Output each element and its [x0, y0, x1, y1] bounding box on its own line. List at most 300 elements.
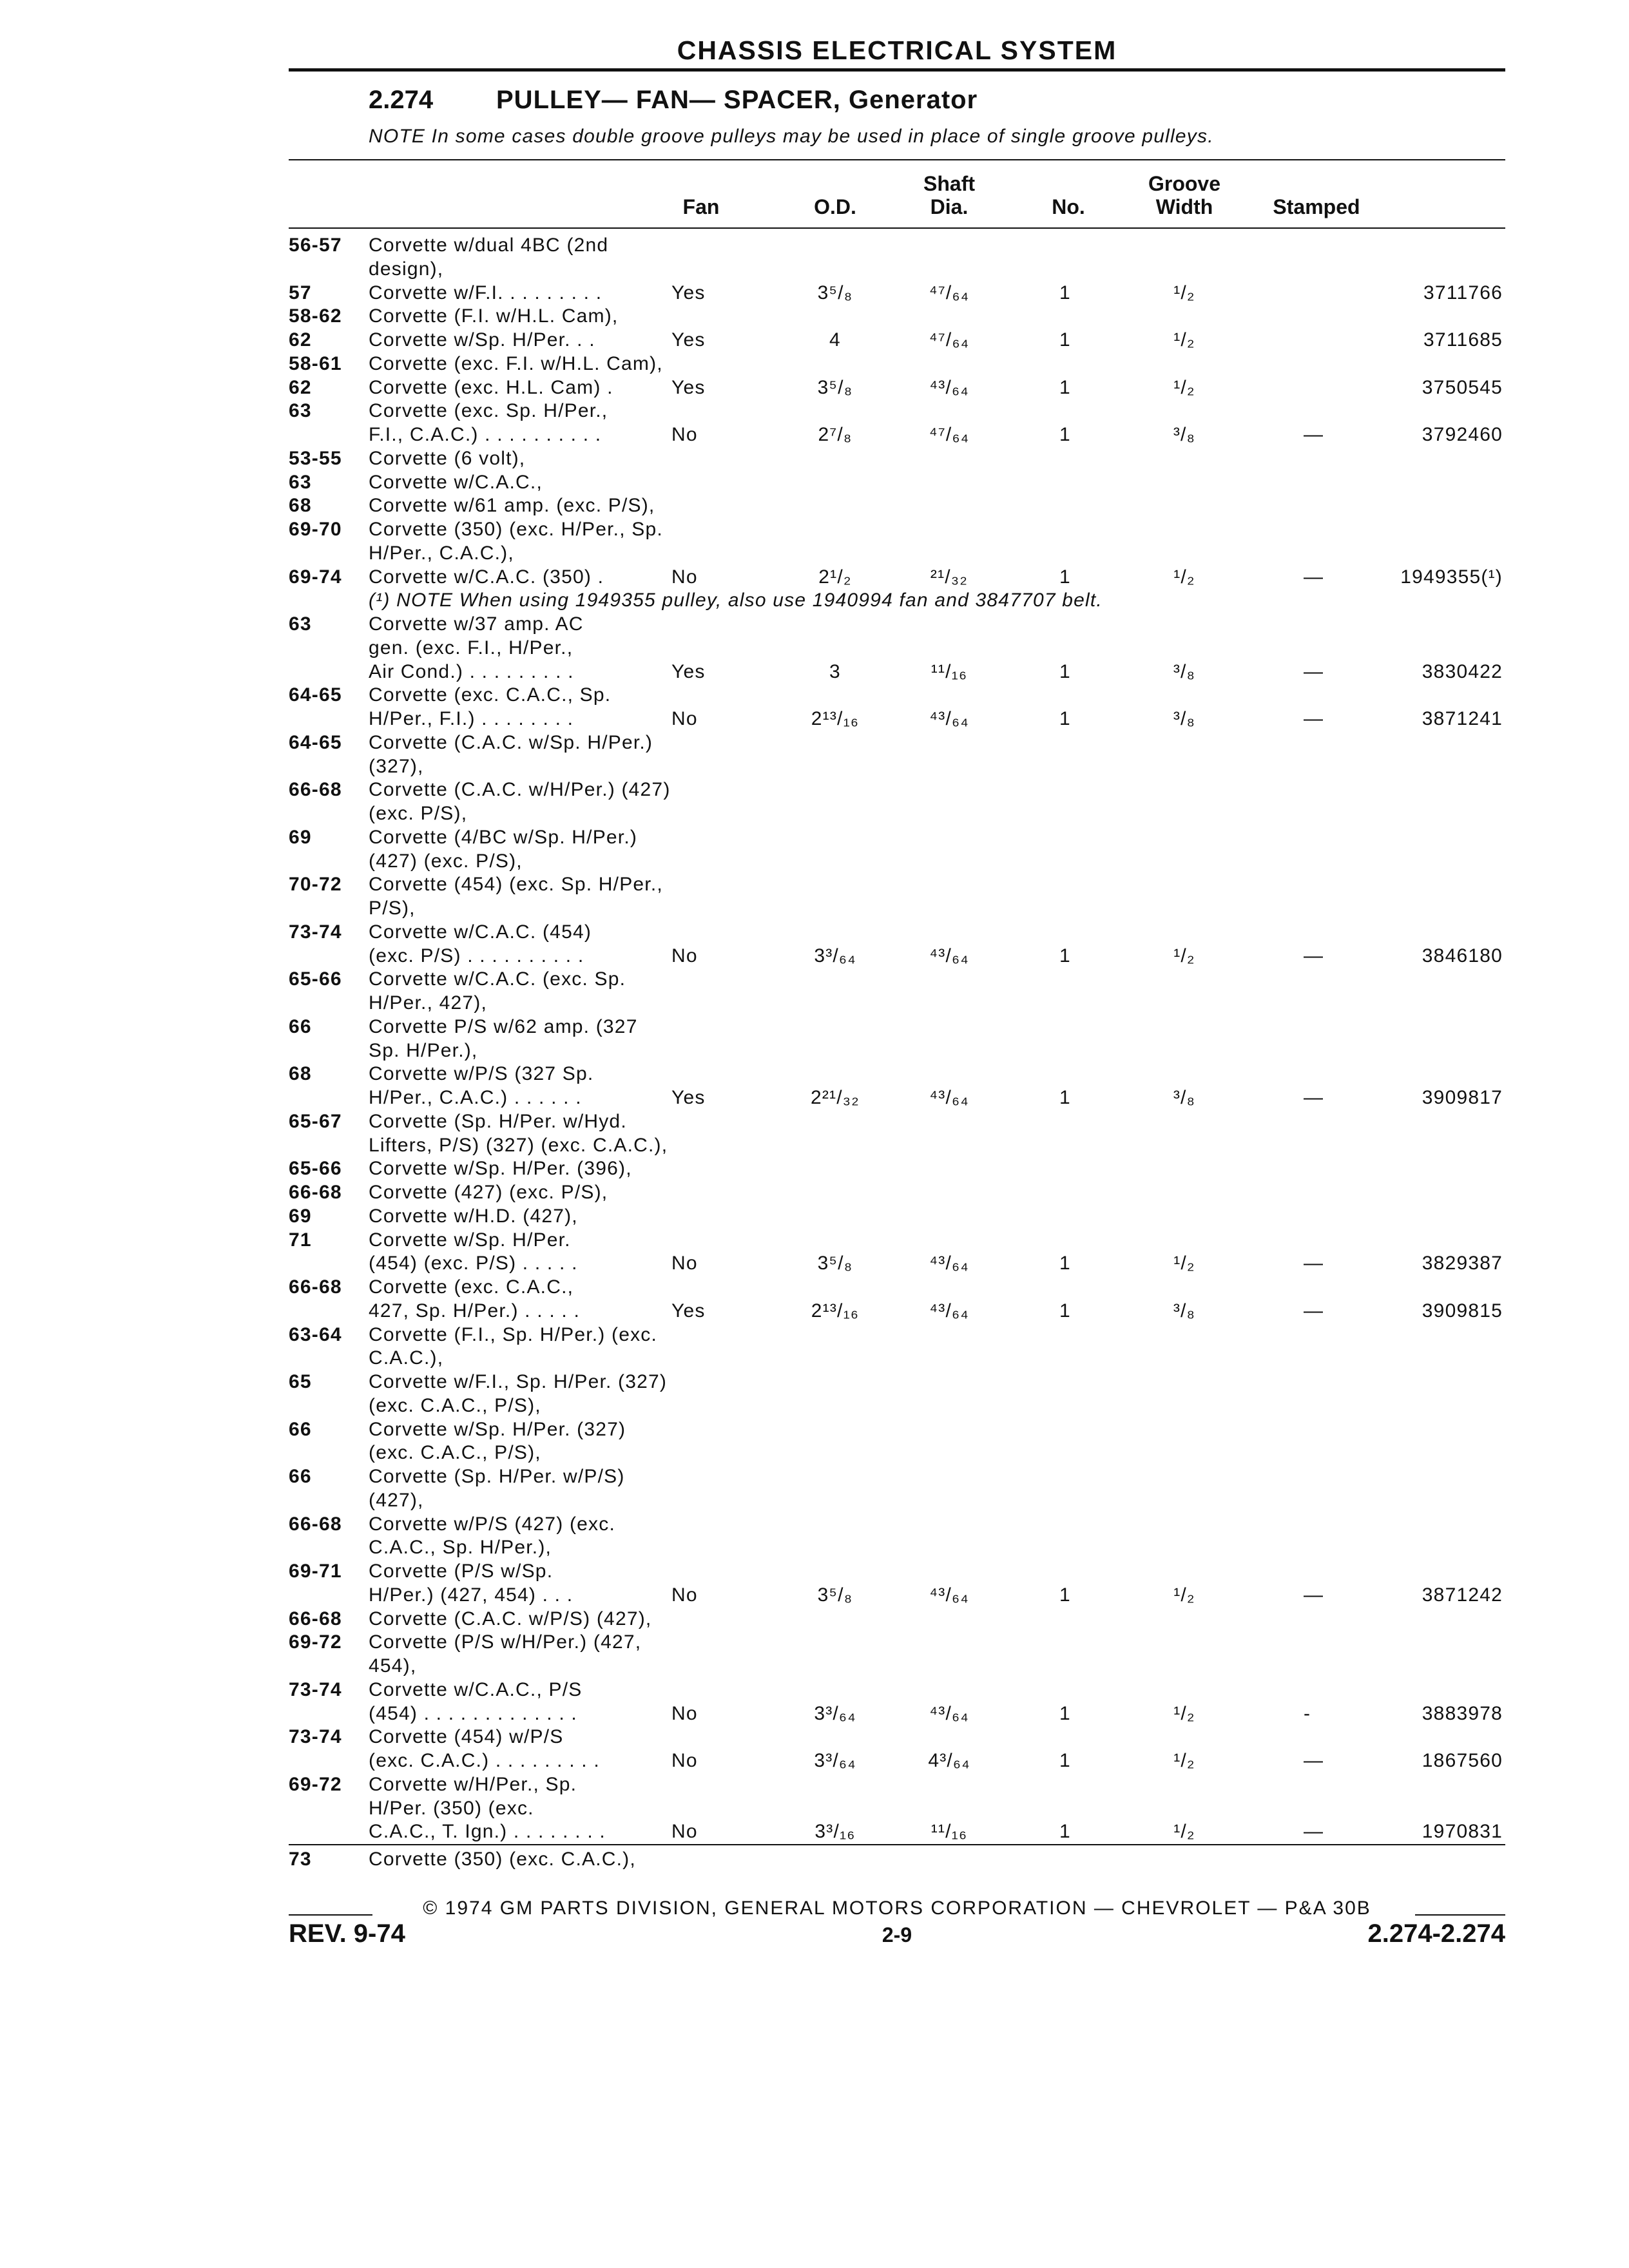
no-cell: 1 — [1059, 1300, 1071, 1321]
description-cell: Corvette (exc. F.I. w/H.L. Cam), — [369, 352, 663, 374]
description-cell: (454) (exc. P/S) . . . . . — [369, 1253, 578, 1274]
od-cell: 2²¹/₃₂ — [810, 1087, 860, 1108]
year-cell: 66 — [289, 1015, 312, 1037]
catalog-page — [289, 32, 1505, 1956]
fan-cell: No — [671, 1750, 698, 1771]
year-cell: 63 — [289, 471, 312, 493]
description-cell: Corvette w/C.A.C. (454) — [369, 921, 592, 943]
no-cell: 1 — [1059, 282, 1071, 303]
groove-width-cell: ³/₈ — [1173, 708, 1196, 729]
description-cell: Corvette (C.A.C. w/P/S) (427), — [369, 1608, 652, 1629]
description-cell: Corvette (427) (exc. P/S), — [369, 1182, 608, 1203]
section-number: 2.274 — [369, 86, 434, 114]
shaft-dia-cell: ⁴⁷/₆₄ — [929, 282, 970, 303]
groove-width-cell: ¹/₂ — [1173, 1750, 1195, 1771]
groove-width-cell: ³/₈ — [1173, 1087, 1196, 1108]
table-row — [289, 1181, 1505, 1205]
description-cell: (327), — [369, 755, 424, 777]
description-cell: Corvette w/Sp. H/Per. (396), — [369, 1158, 632, 1180]
stamped-cell: — — [1304, 945, 1324, 966]
fan-cell: No — [671, 708, 698, 729]
table-row — [289, 1465, 1505, 1489]
table-row — [289, 399, 1505, 423]
footer-revision: REV. 9-74 — [289, 1919, 405, 1948]
column-headers — [289, 160, 1505, 227]
year-cell: 69-72 — [289, 1773, 342, 1795]
groove-width-cell: ¹/₂ — [1173, 1821, 1195, 1843]
description-cell: Corvette (P/S w/Sp. — [369, 1561, 554, 1582]
description-cell: (427), — [369, 1489, 424, 1511]
description-cell: Corvette w/F.I., Sp. H/Per. (327) — [369, 1371, 668, 1392]
od-cell: 2⁷/₈ — [818, 424, 853, 445]
year-cell: 71 — [289, 1229, 312, 1251]
table-row — [289, 1536, 1505, 1560]
table-row — [289, 566, 1505, 590]
year-cell: 73 — [289, 1849, 312, 1870]
page-header: CHASSIS ELECTRICAL SYSTEM — [677, 35, 1117, 65]
od-cell: 3³/₁₆ — [815, 1821, 856, 1843]
fan-cell: No — [671, 1253, 698, 1274]
table-row — [289, 1252, 1505, 1276]
part-number-cell: 3846180 — [1422, 945, 1503, 966]
od-cell: 4 — [829, 329, 841, 351]
year-cell: 66 — [289, 1466, 312, 1487]
table-row — [289, 494, 1505, 518]
table-row — [289, 850, 1505, 874]
table-row — [289, 1157, 1505, 1181]
stamped-cell: - — [1304, 1702, 1311, 1724]
table-row — [289, 613, 1505, 637]
description-cell: Corvette (exc. H.L. Cam) . — [369, 376, 613, 398]
description-cell: Corvette w/P/S (327 Sp. — [369, 1063, 594, 1085]
description-cell: Corvette w/F.I. . . . . . . . . — [369, 282, 602, 303]
col-groove-bottom: Width — [1155, 195, 1213, 218]
description-cell: (427) (exc. P/S), — [369, 850, 523, 872]
year-cell: 68 — [289, 1063, 312, 1085]
description-cell: P/S), — [369, 898, 416, 919]
stamped-cell: — — [1304, 566, 1324, 588]
table-row — [289, 707, 1505, 731]
col-shaft-bottom: Dia. — [930, 195, 969, 218]
od-cell: 2¹³/₁₆ — [811, 708, 860, 729]
no-cell: 1 — [1059, 329, 1071, 351]
year-cell: 53-55 — [289, 447, 342, 469]
year-cell: 58-62 — [289, 305, 342, 327]
fan-cell: Yes — [671, 660, 706, 682]
description-cell: (exc. C.A.C., P/S), — [369, 1394, 541, 1416]
table-row — [289, 1820, 1505, 1844]
stamped-cell: — — [1304, 1087, 1324, 1108]
no-cell: 1 — [1059, 1253, 1071, 1274]
shaft-dia-cell: ⁴³/₆₄ — [929, 1253, 969, 1274]
fan-cell: Yes — [671, 1087, 706, 1108]
table-bottom-rule — [289, 1844, 1505, 1845]
description-cell: 454), — [369, 1655, 417, 1677]
fan-cell: No — [671, 1584, 698, 1606]
no-cell: 1 — [1059, 1584, 1071, 1606]
stamped-cell: — — [1304, 1584, 1324, 1606]
table-row — [289, 1797, 1505, 1821]
description-cell: gen. (exc. F.I., H/Per., — [369, 637, 574, 658]
description-cell: Corvette (F.I. w/H.L. Cam), — [369, 305, 619, 327]
year-cell: 56-57 — [289, 235, 342, 256]
year-cell: 73-74 — [289, 1726, 342, 1748]
groove-width-cell: ¹/₂ — [1173, 566, 1195, 588]
table-row — [289, 1394, 1505, 1418]
year-cell: 66-68 — [289, 1608, 342, 1629]
part-number-cell: 1867560 — [1422, 1750, 1503, 1771]
shaft-dia-cell: ⁴³/₆₄ — [929, 1300, 969, 1321]
description-cell: Corvette w/Sp. H/Per. (327) — [369, 1418, 626, 1440]
table-row — [289, 1513, 1505, 1537]
shaft-dia-cell: ⁴³/₆₄ — [929, 376, 969, 398]
year-cell: 64-65 — [289, 731, 342, 753]
table-row — [289, 1300, 1505, 1323]
description-cell: F.I., C.A.C.) . . . . . . . . . . — [369, 424, 602, 445]
groove-width-cell: ¹/₂ — [1173, 329, 1195, 351]
description-cell: Air Cond.) . . . . . . . . . — [369, 660, 574, 682]
od-cell: 3³/₆₄ — [814, 1702, 856, 1724]
table-row — [289, 873, 1505, 897]
description-cell: Corvette w/C.A.C., — [369, 471, 543, 493]
description-cell: (exc. C.A.C., P/S), — [369, 1442, 541, 1464]
year-cell: 65-67 — [289, 1110, 342, 1132]
description-cell: Corvette w/H/Per., Sp. — [369, 1773, 577, 1795]
no-cell: 1 — [1059, 1087, 1071, 1108]
description-cell: Corvette w/37 amp. AC — [369, 613, 584, 635]
year-cell: 65-66 — [289, 1158, 342, 1180]
description-cell: Corvette (Sp. H/Per. w/Hyd. — [369, 1110, 627, 1132]
stamped-cell: — — [1304, 1300, 1324, 1321]
description-cell: Corvette (exc. C.A.C., — [369, 1276, 574, 1298]
description-cell: C.A.C., T. Ign.) . . . . . . . . — [369, 1821, 606, 1843]
description-cell: Corvette (350) (exc. C.A.C.), — [369, 1849, 636, 1870]
description-cell: 427, Sp. H/Per.) . . . . . — [369, 1300, 580, 1321]
table-row — [289, 826, 1505, 850]
header-rule — [289, 68, 1505, 72]
description-cell: Corvette w/61 amp. (exc. P/S), — [369, 495, 655, 517]
description-cell: H/Per., C.A.C.), — [369, 542, 514, 564]
table-row — [289, 992, 1505, 1015]
stamped-cell: — — [1304, 708, 1324, 729]
table-row — [289, 1749, 1505, 1773]
description-cell: H/Per., C.A.C.) . . . . . . — [369, 1087, 582, 1108]
footer-section-range: 2.274-2.274 — [1367, 1919, 1505, 1948]
footer-copyright: © 1974 GM PARTS DIVISION, GENERAL MOTORS CORPORATION — CHEVROLET — P&A 30B — [423, 1897, 1371, 1919]
description-cell: Corvette P/S w/62 amp. (327 — [369, 1015, 638, 1037]
od-cell: 3⁵/₈ — [817, 376, 853, 398]
shaft-dia-cell: ⁴³/₆₄ — [929, 1702, 969, 1724]
description-cell: (exc. P/S) . . . . . . . . . . — [369, 945, 584, 966]
year-cell: 63-64 — [289, 1323, 342, 1345]
year-cell: 68 — [289, 495, 312, 517]
groove-width-cell: ¹/₂ — [1173, 282, 1195, 303]
description-cell: Corvette (P/S w/H/Per.) (427, — [369, 1631, 642, 1653]
od-cell: 3⁵/₈ — [817, 1584, 853, 1606]
description-cell: H/Per.) (427, 454) . . . — [369, 1584, 574, 1606]
col-no: No. — [1052, 195, 1085, 218]
shaft-dia-cell: ⁴³/₆₄ — [929, 1584, 969, 1606]
groove-width-cell: ¹/₂ — [1173, 1702, 1195, 1724]
year-cell: 65-66 — [289, 968, 342, 990]
table-row — [289, 1086, 1505, 1110]
table-row — [289, 921, 1505, 945]
col-fan: Fan — [682, 195, 720, 218]
year-cell: 57 — [289, 282, 312, 303]
year-cell: 64-65 — [289, 684, 342, 706]
table-row — [289, 1347, 1505, 1370]
year-cell: 73-74 — [289, 921, 342, 943]
part-number-cell: 3883978 — [1422, 1702, 1503, 1724]
year-cell: 66-68 — [289, 1182, 342, 1203]
table-row — [289, 305, 1505, 329]
table-row — [289, 518, 1505, 542]
table-row — [289, 376, 1505, 400]
description-cell: Corvette w/C.A.C. (exc. Sp. — [369, 968, 626, 990]
stamped-cell: — — [1304, 660, 1324, 682]
col-stamped: Stamped — [1273, 195, 1360, 218]
table-row — [289, 1323, 1505, 1347]
shaft-dia-cell: ⁴³/₆₄ — [929, 1087, 969, 1108]
fan-cell: No — [671, 566, 698, 588]
shaft-dia-cell: ⁴³/₆₄ — [929, 945, 969, 966]
table-row — [289, 968, 1505, 992]
description-cell: Corvette w/C.A.C., P/S — [369, 1678, 583, 1700]
table-row — [289, 1725, 1505, 1749]
od-cell: 3⁵/₈ — [817, 282, 853, 303]
shaft-dia-cell: ⁴⁷/₆₄ — [929, 329, 970, 351]
table-row — [289, 1205, 1505, 1229]
description-cell: Corvette (454) (exc. Sp. H/Per., — [369, 874, 663, 896]
table-row — [289, 1441, 1505, 1465]
table-row — [289, 802, 1505, 826]
year-cell: 58-61 — [289, 352, 342, 374]
description-cell: Sp. H/Per.), — [369, 1039, 478, 1061]
table-row — [289, 1229, 1505, 1253]
col-od: O.D. — [814, 195, 856, 218]
od-cell: 3³/₆₄ — [814, 945, 856, 966]
part-number-cell: 3792460 — [1422, 424, 1503, 445]
year-cell: 66-68 — [289, 1276, 342, 1298]
year-cell: 65 — [289, 1371, 312, 1392]
table-row — [289, 542, 1505, 566]
table-row — [289, 352, 1505, 376]
description-cell: H/Per., 427), — [369, 992, 488, 1014]
fan-cell: Yes — [671, 1300, 706, 1321]
description-cell: Corvette w/Sp. H/Per. . . — [369, 329, 595, 351]
part-number-cell: 3871241 — [1422, 708, 1503, 729]
table-row — [289, 684, 1505, 707]
shaft-dia-cell: ⁴⁷/₆₄ — [929, 424, 970, 445]
year-cell: 66-68 — [289, 1513, 342, 1535]
od-cell: 2¹/₂ — [818, 566, 852, 588]
part-number-cell: 3909815 — [1422, 1300, 1503, 1321]
fan-cell: Yes — [671, 376, 706, 398]
description-cell: Corvette (C.A.C. w/H/Per.) (427) — [369, 779, 671, 801]
table-row — [289, 1134, 1505, 1158]
section-title: PULLEY— FAN— SPACER, Generator — [496, 86, 978, 114]
table-row — [289, 897, 1505, 921]
year-cell: 69-71 — [289, 1561, 342, 1582]
shaft-dia-cell: ²¹/₃₂ — [930, 566, 969, 588]
od-cell: 2¹³/₁₆ — [811, 1300, 860, 1321]
description-cell: Corvette w/C.A.C. (350) . — [369, 566, 604, 588]
table-row — [289, 1015, 1505, 1039]
no-cell: 1 — [1059, 424, 1071, 445]
description-cell: Corvette w/P/S (427) (exc. — [369, 1513, 615, 1535]
year-cell: 70-72 — [289, 874, 342, 896]
year-cell: 66-68 — [289, 779, 342, 801]
description-cell: (454) . . . . . . . . . . . . . — [369, 1702, 577, 1724]
no-cell: 1 — [1059, 566, 1071, 588]
table-row — [289, 447, 1505, 471]
description-cell: Corvette (6 volt), — [369, 447, 526, 469]
table-row — [289, 282, 1505, 305]
fan-cell: No — [671, 1702, 698, 1724]
description-cell: Corvette w/H.D. (427), — [369, 1205, 578, 1227]
no-cell: 1 — [1059, 1702, 1071, 1724]
table-row — [289, 778, 1505, 802]
table-row — [289, 660, 1505, 684]
table-row — [289, 1276, 1505, 1300]
od-cell: 3 — [829, 660, 841, 682]
fan-cell: Yes — [671, 282, 706, 303]
table-row — [289, 1560, 1505, 1584]
footer-rule-right — [1415, 1914, 1505, 1916]
part-number-cell: 3750545 — [1422, 376, 1503, 398]
no-cell: 1 — [1059, 660, 1071, 682]
shaft-dia-cell: ¹¹/₁₆ — [930, 1821, 968, 1843]
fan-cell: No — [671, 1821, 698, 1843]
groove-width-cell: ³/₈ — [1173, 1300, 1196, 1321]
stamped-cell: — — [1304, 1253, 1324, 1274]
fan-cell: Yes — [671, 329, 706, 351]
no-cell: 1 — [1059, 708, 1071, 729]
table-row — [289, 945, 1505, 968]
description-cell: design), — [369, 258, 444, 280]
table-row — [289, 1110, 1505, 1134]
description-cell: Corvette (F.I., Sp. H/Per.) (exc. — [369, 1323, 658, 1345]
groove-width-cell: ³/₈ — [1173, 660, 1196, 682]
year-cell: 69 — [289, 1205, 312, 1227]
col-shaft-top: Shaft — [923, 172, 975, 195]
table-row — [289, 1039, 1505, 1063]
year-cell: 69-72 — [289, 1631, 342, 1653]
footer-page-number: 2-9 — [882, 1923, 912, 1946]
part-number-cell: 1970831 — [1422, 1821, 1503, 1843]
year-cell: 63 — [289, 400, 312, 422]
section-note: NOTE In some cases double groove pulleys may be used in place of single groove pulleys. — [369, 126, 1214, 147]
part-number-cell: 3711766 — [1423, 282, 1503, 303]
table-row-last — [289, 1848, 1505, 1872]
description-cell: Corvette (Sp. H/Per. w/P/S) — [369, 1466, 625, 1487]
col-groove-top: Groove — [1148, 172, 1221, 195]
table-row — [289, 329, 1505, 352]
footnote-row: (¹) NOTE When using 1949355 pulley, also use 1940994 fan and 3847707 belt. — [369, 590, 1103, 611]
table-row — [289, 1655, 1505, 1678]
year-cell: 69 — [289, 826, 312, 848]
description-cell: Corvette (C.A.C. w/Sp. H/Per.) — [369, 731, 653, 753]
table-row — [289, 1489, 1505, 1513]
description-cell: Corvette (exc. C.A.C., Sp. — [369, 684, 612, 706]
part-number-cell: 3871242 — [1422, 1584, 1503, 1606]
year-cell: 66 — [289, 1418, 312, 1440]
no-cell: 1 — [1059, 1821, 1071, 1843]
part-number-cell: 3830422 — [1422, 660, 1503, 682]
groove-width-cell: ¹/₂ — [1173, 1253, 1195, 1274]
description-cell: Lifters, P/S) (327) (exc. C.A.C.), — [369, 1134, 668, 1156]
description-cell: Corvette (454) w/P/S — [369, 1726, 564, 1748]
table-row — [289, 731, 1505, 755]
part-number-cell: 3711685 — [1423, 329, 1503, 351]
table-row — [289, 1370, 1505, 1394]
part-number-cell: 1949355(¹) — [1400, 566, 1503, 588]
table-row — [289, 1608, 1505, 1631]
year-cell: 63 — [289, 613, 312, 635]
no-cell: 1 — [1059, 945, 1071, 966]
table-row — [289, 234, 1505, 258]
description-cell: Corvette (350) (exc. H/Per., Sp. — [369, 519, 663, 540]
part-number-cell: 3909817 — [1422, 1087, 1503, 1108]
stamped-cell: — — [1304, 424, 1324, 445]
description-cell: H/Per. (350) (exc. — [369, 1797, 534, 1819]
description-cell: (exc. C.A.C.) . . . . . . . . . — [369, 1750, 600, 1771]
table-row — [289, 1773, 1505, 1797]
fan-cell: No — [671, 424, 698, 445]
stamped-cell: — — [1304, 1750, 1324, 1771]
table-row — [289, 471, 1505, 495]
shaft-dia-cell: ⁴³/₆₄ — [929, 708, 969, 729]
parts-table — [289, 229, 1505, 1844]
table-row — [289, 1062, 1505, 1086]
table-row — [289, 1631, 1505, 1655]
year-cell: 62 — [289, 376, 312, 398]
table-row — [289, 1702, 1505, 1726]
od-cell: 3³/₆₄ — [814, 1750, 856, 1771]
no-cell: 1 — [1059, 1750, 1071, 1771]
description-cell: Corvette (exc. Sp. H/Per., — [369, 400, 608, 422]
table-row — [289, 1678, 1505, 1702]
od-cell: 3⁵/₈ — [817, 1253, 853, 1274]
no-cell: 1 — [1059, 376, 1071, 398]
section-heading — [289, 81, 1505, 126]
stamped-cell: — — [1304, 1821, 1324, 1843]
table-row — [289, 1418, 1505, 1442]
description-cell: C.A.C.), — [369, 1347, 444, 1369]
table-row — [289, 423, 1505, 447]
table-row — [289, 1584, 1505, 1608]
table-row — [289, 755, 1505, 779]
page-footer — [289, 1872, 1505, 1956]
year-cell: 69-74 — [289, 566, 342, 588]
shaft-dia-cell: 4³/₆₄ — [928, 1750, 970, 1771]
description-cell: Corvette (4/BC w/Sp. H/Per.) — [369, 826, 638, 848]
groove-width-cell: ¹/₂ — [1173, 1584, 1195, 1606]
year-cell: 62 — [289, 329, 312, 351]
table-row — [289, 258, 1505, 282]
description-cell: C.A.C., Sp. H/Per.), — [369, 1537, 552, 1559]
groove-width-cell: ¹/₂ — [1173, 376, 1195, 398]
groove-width-cell: ¹/₂ — [1173, 945, 1195, 966]
description-cell: H/Per., F.I.) . . . . . . . . — [369, 708, 574, 729]
shaft-dia-cell: ¹¹/₁₆ — [930, 660, 968, 682]
table-row — [289, 637, 1505, 660]
part-number-cell: 3829387 — [1422, 1253, 1503, 1274]
year-cell: 69-70 — [289, 519, 342, 540]
description-cell: Corvette w/Sp. H/Per. — [369, 1229, 571, 1251]
description-cell: Corvette w/dual 4BC (2nd — [369, 235, 609, 256]
groove-width-cell: ³/₈ — [1173, 424, 1196, 445]
